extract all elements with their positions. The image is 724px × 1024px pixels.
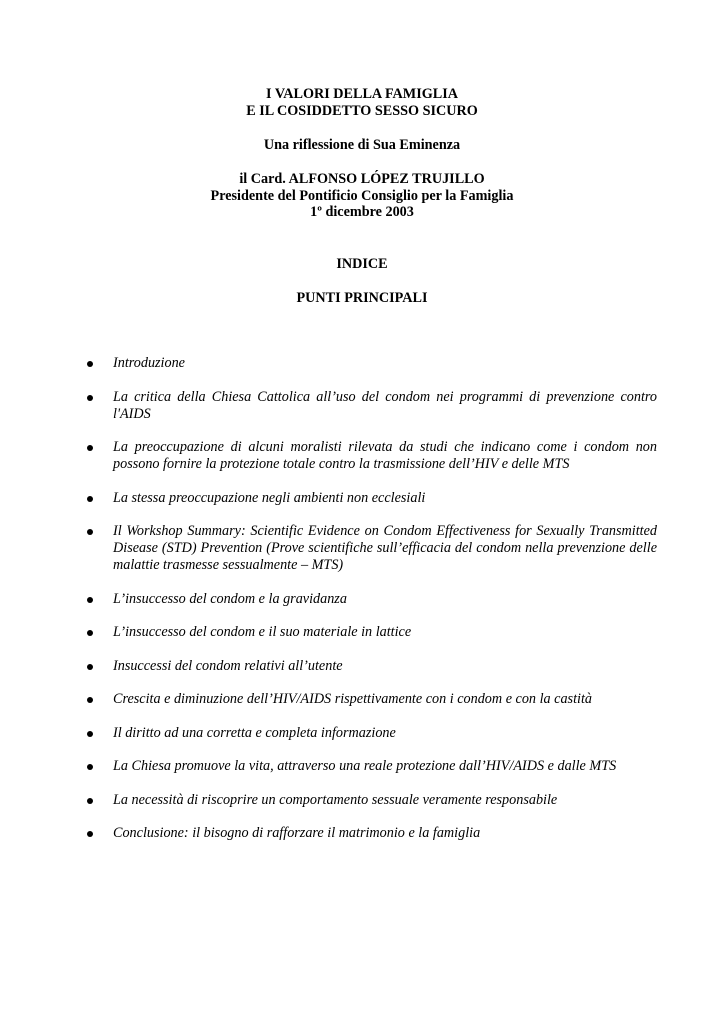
author-role: Presidente del Pontificio Consiglio per la Famiglia xyxy=(210,187,514,204)
author-name: il Card. ALFONSO LÓPEZ TRUJILLO xyxy=(239,171,485,187)
list-item-text: Il diritto ad una corretta e completa informazione xyxy=(113,724,396,741)
section-heading-text: PUNTI PRINCIPALI xyxy=(296,290,428,306)
list-item-text: La preoccupazione di alcuni moralisti rilevata da studi che indicano come i condom non possono fornire la protezione totale contro la trasmissione dell’HIV e delle MTS xyxy=(113,439,657,472)
bullet-icon xyxy=(87,630,93,636)
list-item-text: Il Workshop Summary: Scientific Evidence on Condom Effectiveness for Sexually Transmitted Disease (STD) Prevention (Prove scientifiche sull’efficacia del condom nella prevenzione delle malattie trasmesse sessualmente – MTS) xyxy=(113,523,657,573)
bullet-icon xyxy=(87,731,93,737)
list-item xyxy=(87,792,657,809)
main-points-list xyxy=(87,355,657,859)
list-item xyxy=(87,439,657,473)
list-item xyxy=(87,758,657,775)
document-title xyxy=(0,86,724,119)
bullet-icon xyxy=(87,764,93,770)
subtitle-line: Una riflessione di Sua Eminenza xyxy=(263,137,461,153)
list-item-text: La critica della Chiesa Cattolica all’uso del condom nei programmi di prevenzione contro l'AIDS xyxy=(113,388,657,422)
bullet-icon xyxy=(87,529,93,535)
list-item-text: La Chiesa promuove la vita, attraverso una reale protezione dall’HIV/AIDS e dalle MTS xyxy=(113,758,617,774)
title-line-2: E IL COSIDDETTO SESSO SICURO xyxy=(246,102,478,119)
document-date: 1º dicembre 2003 xyxy=(310,204,414,220)
list-item-text: L’insuccesso del condom e il suo materiale in lattice xyxy=(113,624,412,640)
list-item xyxy=(87,490,657,507)
bullet-icon xyxy=(87,395,93,401)
list-item-text: Conclusione: il bisogno di rafforzare il matrimonio e la famiglia xyxy=(113,825,481,841)
section-heading xyxy=(0,290,724,307)
list-item-text: Insuccessi del condom relativi all’utente xyxy=(113,657,343,674)
bullet-icon xyxy=(87,697,93,703)
list-item xyxy=(87,725,657,742)
bullet-icon xyxy=(87,361,93,367)
list-item-text: Introduzione xyxy=(113,355,185,371)
author-block xyxy=(0,171,724,221)
list-item xyxy=(87,523,657,574)
list-item xyxy=(87,691,657,708)
list-item xyxy=(87,825,657,842)
bullet-icon xyxy=(87,798,93,804)
bullet-icon xyxy=(87,445,93,451)
list-item-text: La stessa preoccupazione negli ambienti non ecclesiali xyxy=(113,489,426,506)
list-item xyxy=(87,658,657,675)
list-item-text: La necessità di riscoprire un comportamento sessuale veramente responsabile xyxy=(113,791,558,808)
bullet-icon xyxy=(87,831,93,837)
bullet-icon xyxy=(87,496,93,502)
list-item xyxy=(87,591,657,608)
list-item xyxy=(87,624,657,641)
title-line-1: I VALORI DELLA FAMIGLIA xyxy=(266,86,458,102)
list-item xyxy=(87,389,657,423)
index-heading xyxy=(0,256,724,273)
bullet-icon xyxy=(87,664,93,670)
bullet-icon xyxy=(87,597,93,603)
document-subtitle xyxy=(0,137,724,154)
list-item-text: Crescita e diminuzione dell’HIV/AIDS rispettivamente con i condom e con la castità xyxy=(113,691,592,707)
list-item-text: L’insuccesso del condom e la gravidanza xyxy=(113,590,347,607)
list-item xyxy=(87,355,657,372)
index-heading-text: INDICE xyxy=(336,256,388,272)
